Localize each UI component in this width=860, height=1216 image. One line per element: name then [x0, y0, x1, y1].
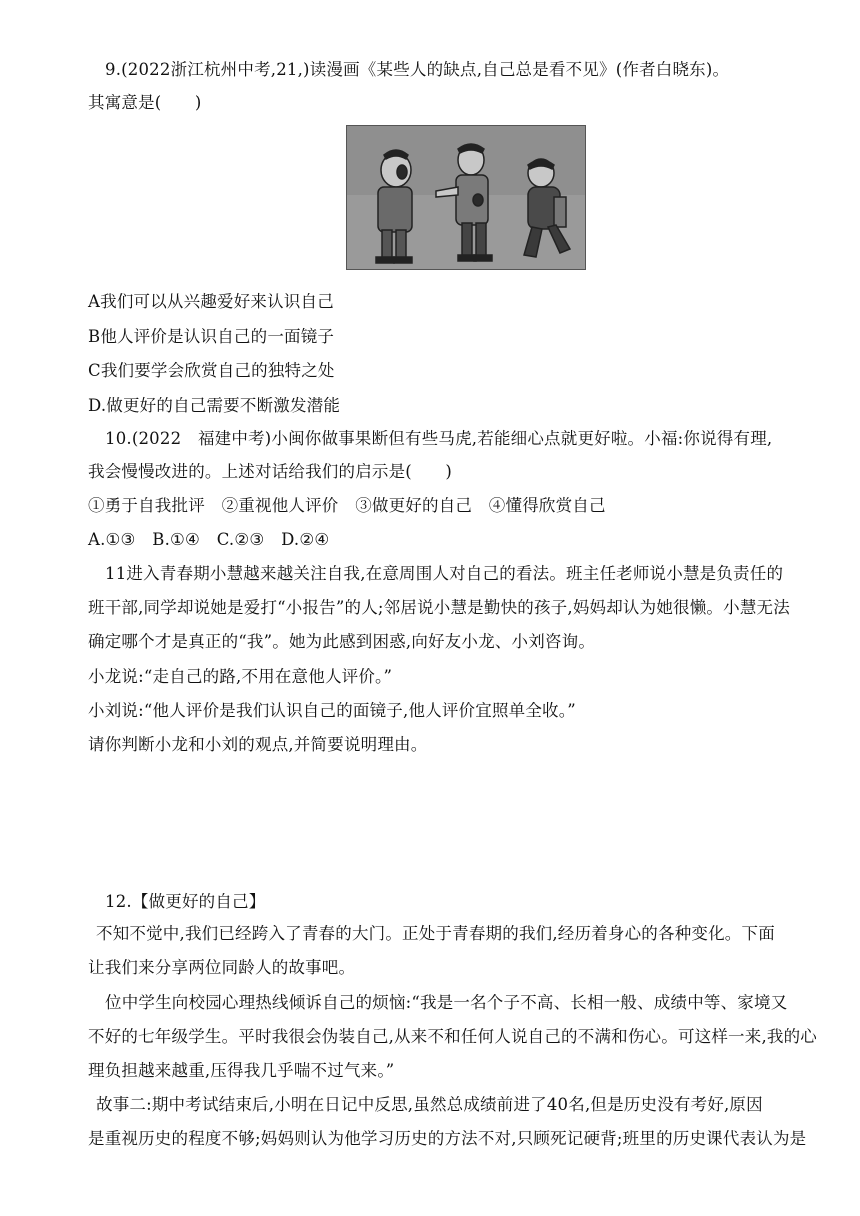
q12-story1-line1: 位中学生向校园心理热线倾诉自己的烦恼:“我是一名个子不高、长相一般、成绩中等、家境又 [105, 993, 788, 1012]
q11-prompt: 请你判断小龙和小刘的观点,并简要说明理由。 [88, 735, 428, 754]
q11-xiaolong-view: 小龙说:“走自己的路,不用在意他人评价。” [88, 667, 393, 686]
cartoon-image [346, 125, 586, 270]
q11-stem: 11进入青春期小慧越来越关注自我,在意周围人对自己的看法。班主任老师说小慧是负责任的 [105, 564, 784, 583]
q12-title: 12.【做更好的自己】 [105, 892, 266, 911]
q11-stem-line2: 班干部,同学却说她是爱打“小报告”的人;邻居说小慧是勤快的孩子,妈妈却认为她很懒。小慧无法 [88, 598, 790, 617]
q11-xiaoliu-view: 小刘说:“他人评价是我们认识自己的面镜子,他人评价宜照单全收。” [88, 701, 576, 720]
q12-story1-line2: 不好的七年级学生。平时我很会伪装自己,从来不和任何人说自己的不满和伤心。可这样一来,我的心 [88, 1027, 817, 1046]
q9-option-d: D.做更好的自己需要不断激发潜能 [88, 396, 341, 415]
q12-story2-line1: 故事二:期中考试结束后,小明在日记中反思,虽然总成绩前进了40名,但是历史没有考好,原因 [96, 1095, 763, 1114]
q9-option-c: C我们要学会欣赏自己的独特之处 [88, 361, 335, 380]
q12-story2-line2: 是重视历史的程度不够;妈妈则认为他学习历史的方法不对,只顾死记硬背;班里的历史课代表认为是 [88, 1129, 807, 1148]
q12-intro-line1: 不知不觉中,我们已经跨入了青春的大门。正处于青春期的我们,经历着身心的各种变化。下面 [96, 924, 775, 943]
q10-choices: A.①③ B.①④ C.②③ D.②④ [88, 530, 330, 549]
q9-stem: 9.(2022浙江杭州中考,21,)读漫画《某些人的缺点,自己总是看不见》(作者白晓东)。 [105, 60, 730, 79]
q10-stem: 10.(2022 福建中考)小闽你做事果断但有些马虎,若能细心点就更好啦。小福:你说得有理, [105, 429, 773, 448]
q11-stem-line3: 确定哪个才是真正的“我”。她为此感到困惑,向好友小龙、小刘咨询。 [88, 632, 596, 651]
q9-option-a: A我们可以从兴趣爱好来认识自己 [88, 292, 334, 311]
q12-intro-line2: 让我们来分享两位同龄人的故事吧。 [88, 958, 356, 977]
q9-stem-continued: 其寓意是( ) [88, 93, 202, 112]
q12-story1-line3: 理负担越来越重,压得我几乎喘不过气来。” [88, 1061, 395, 1080]
q10-statements: ①勇于自我批评 ②重视他人评价 ③做更好的自己 ④懂得欣赏自己 [88, 496, 606, 515]
q9-option-b: B他人评价是认识自己的一面镜子 [88, 327, 335, 346]
q10-stem-continued: 我会慢慢改进的。上述对话给我们的启示是( ) [88, 462, 452, 481]
